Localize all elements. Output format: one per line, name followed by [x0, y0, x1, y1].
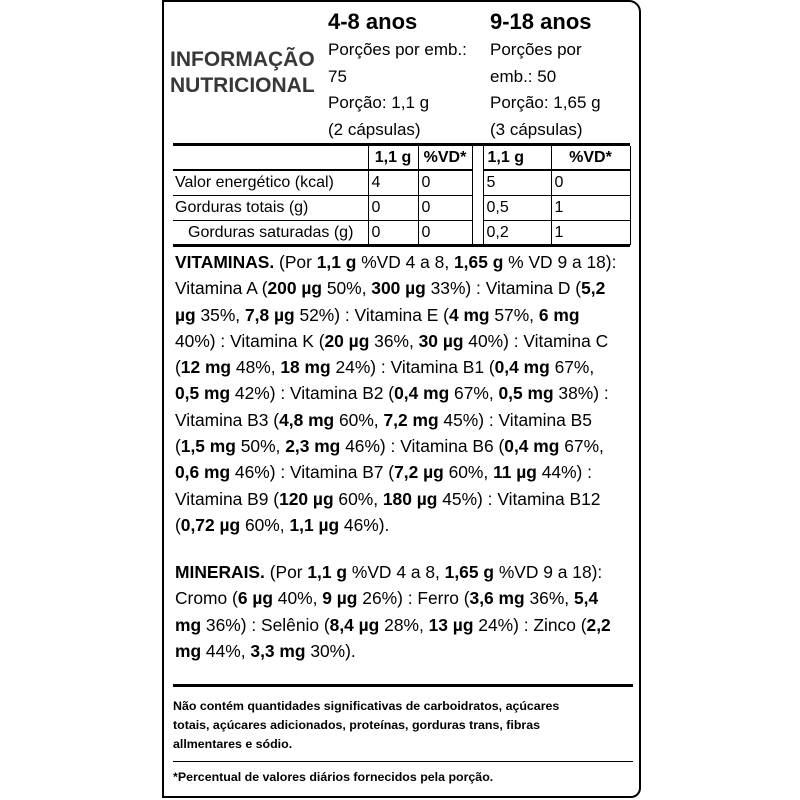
row-label: Gorduras saturadas (g) [188, 224, 354, 241]
value-cell: 0 [551, 170, 630, 196]
table-header-row [173, 146, 630, 170]
text-line [175, 433, 616, 459]
nutrition-table [173, 146, 631, 245]
column-header: 1,1 g [368, 146, 418, 170]
serving-line: Porções por emb.: [328, 40, 467, 59]
bold-text-segment: 1,5 mg [180, 436, 236, 457]
bold-text-segment: 30 µg [418, 330, 464, 351]
text-line [175, 512, 616, 538]
text-segment: 30%). [305, 640, 356, 661]
bold-text-segment: 1,65 g [454, 252, 504, 272]
text-line [175, 638, 611, 664]
text-segment: 60%, [443, 462, 494, 483]
column-header: %VD* [551, 146, 630, 170]
bold-text-segment: 0,4 mg [394, 383, 450, 404]
text-segment: 40%) : Vitamina C [463, 330, 609, 351]
notes-divider [173, 684, 633, 687]
column-header: %VD* [418, 146, 472, 170]
bold-text-segment: 0,5 mg [175, 383, 231, 404]
text-segment: 40%) : Vitamina K ( [175, 330, 325, 351]
bold-text-segment: mg [175, 614, 202, 635]
label-title-line: INFORMAÇÃO [170, 48, 315, 71]
bold-text-segment: VITAMINAS. [175, 252, 275, 272]
value-cell: 1 [551, 221, 630, 246]
bold-text-segment: 200 µg [267, 278, 322, 299]
value-cell: 5 [483, 170, 551, 196]
bold-text-segment: 0,72 µg [180, 514, 241, 535]
bold-text-segment: 6 mg [538, 304, 580, 325]
text-segment: 60%, [334, 409, 384, 430]
table-gap [472, 221, 483, 246]
table-row [173, 170, 630, 196]
bold-text-segment: MINERAIS. [175, 562, 265, 582]
bold-text-segment: 300 µg [371, 278, 426, 299]
text-segment: %VD 9 a 18): [493, 562, 603, 582]
text-line [175, 380, 616, 406]
bold-text-segment: 20 µg [324, 330, 370, 351]
table-gap [472, 170, 483, 196]
serving-line: Porções por [490, 40, 582, 59]
text-segment: % VD 9 a 18): [503, 252, 617, 272]
text-line [175, 275, 616, 301]
text-segment: 36%, [524, 588, 574, 609]
text-segment: 46%). [339, 514, 390, 535]
text-segment: 52%) : Vitamina E ( [294, 304, 449, 325]
text-segment: 44%) : [536, 462, 593, 483]
text-segment: 24%) : Zinco ( [473, 614, 587, 635]
serving-info [490, 37, 601, 144]
bold-text-segment: 0,5 mg [498, 383, 554, 404]
bold-text-segment: mg [175, 640, 202, 661]
bold-text-segment: 2,3 mg [285, 436, 341, 457]
bold-text-segment: 7,8 µg [244, 304, 295, 325]
text-line [175, 585, 611, 611]
text-segment: 67%, [549, 357, 595, 378]
value-cell: 0 [418, 170, 472, 196]
value-cell: 0,5 [483, 196, 551, 221]
serving-line: (2 cápsulas) [328, 120, 421, 140]
bold-text-segment: 120 µg [279, 488, 334, 509]
disclaimer-line: totais, açúcares adicionados, proteínas, gorduras trans, fibras [173, 718, 541, 732]
text-line [175, 328, 616, 354]
text-segment: 33%) : Vitamina D ( [425, 278, 582, 299]
bold-text-segment: 11 µg [493, 462, 537, 483]
bold-text-segment: 7,2 mg [383, 409, 439, 430]
text-segment: Vitamina B3 ( [175, 409, 280, 430]
age-group-heading: 9-18 anos [490, 9, 592, 34]
bold-text-segment: 1,1 µg [289, 514, 340, 535]
footnote: *Percentual de valores diários fornecidos pela porção. [173, 770, 494, 784]
bold-text-segment: 9 µg [322, 588, 358, 609]
bold-text-segment: 7,2 µg [394, 462, 444, 483]
disclaimer-line: allmentares e sódio. [173, 737, 293, 751]
disclaimer-line: Não contém quantidades significativas de carboidratos, açúcares [173, 699, 560, 713]
table-gap [472, 196, 483, 221]
bold-text-segment: 8,4 µg [329, 614, 380, 635]
text-line [175, 249, 616, 275]
text-segment: Cromo ( [175, 588, 238, 609]
text-segment: 35%, [195, 304, 245, 325]
serving-info [328, 37, 467, 144]
bold-text-segment: 3,3 mg [250, 640, 306, 661]
bold-text-segment: 1,1 g [316, 252, 357, 272]
bold-text-segment: 4,8 mg [279, 409, 335, 430]
bold-text-segment: 18 mg [280, 357, 331, 378]
text-segment: ( [175, 514, 181, 535]
text-line [175, 612, 611, 638]
footnote-divider [173, 761, 633, 762]
value-cell: 0 [418, 221, 472, 246]
bold-text-segment: 1,65 g [444, 562, 494, 582]
text-segment: 38%) : [553, 383, 609, 404]
row-label: Valor energético (kcal) [173, 170, 368, 196]
text-line [175, 459, 616, 485]
value-cell: 0 [368, 221, 418, 246]
text-line [175, 559, 611, 585]
text-segment: 46%) : Vitamina B6 ( [340, 436, 505, 457]
value-cell: 0 [418, 196, 472, 221]
bold-text-segment: 2,2 [586, 614, 611, 635]
text-segment: Vitamina A ( [175, 278, 268, 299]
value-cell: 1 [551, 196, 630, 221]
text-segment: 26%) : Ferro ( [357, 588, 470, 609]
label-title [170, 47, 315, 99]
text-line [175, 407, 616, 433]
text-segment: 36%) : Selênio ( [201, 614, 330, 635]
text-segment: %VD 4 a 8, [347, 562, 445, 582]
column-header: 1,1 g [483, 146, 551, 170]
text-segment: 50%, [235, 436, 286, 457]
text-segment: 48%, [231, 357, 281, 378]
bold-text-segment: µg [175, 304, 196, 325]
text-segment: 57%, [489, 304, 539, 325]
text-line [175, 354, 616, 380]
table-bottom-divider [173, 244, 630, 247]
text-segment: 60%, [333, 488, 383, 509]
value-cell: 4 [368, 170, 418, 196]
text-segment: 67%, [449, 383, 499, 404]
serving-line: emb.: 50 [490, 66, 557, 86]
text-line [175, 302, 616, 328]
text-segment: 45%) : Vitamina B5 [438, 409, 592, 430]
text-segment: 45%) : Vitamina B12 [437, 488, 601, 509]
text-segment: ( [175, 436, 181, 457]
text-segment: 42%) : Vitamina B2 ( [230, 383, 395, 404]
bold-text-segment: 5,2 [581, 278, 606, 299]
text-segment: 36%, [369, 330, 419, 351]
age-group-heading: 4-8 anos [328, 9, 418, 34]
bold-text-segment: 0,6 mg [175, 462, 231, 483]
disclaimer [173, 697, 559, 754]
value-cell: 0 [368, 196, 418, 221]
text-segment: %VD 4 a 8, [356, 252, 455, 272]
serving-line: Porção: 1,65 g [490, 93, 601, 113]
text-segment: (Por [274, 252, 317, 272]
text-segment: (Por [264, 562, 308, 582]
text-segment: 60%, [240, 514, 290, 535]
text-segment: 46%) : Vitamina B7 ( [230, 462, 395, 483]
row-label: Gorduras totais (g) [173, 196, 368, 221]
bold-text-segment: 3,6 mg [469, 588, 525, 609]
vitamins-paragraph [175, 249, 616, 538]
bold-text-segment: 0,4 mg [504, 436, 560, 457]
table-row [173, 196, 630, 221]
serving-line: Porção: 1,1 g [328, 93, 430, 113]
text-segment: Vitamina B9 ( [175, 488, 280, 509]
serving-line: 75 [328, 66, 347, 86]
minerals-paragraph [175, 559, 611, 664]
text-line [175, 486, 616, 512]
bold-text-segment: 4 mg [448, 304, 490, 325]
serving-line: (3 cápsulas) [490, 120, 583, 140]
text-segment: 50%, [321, 278, 372, 299]
bold-text-segment: 180 µg [382, 488, 438, 509]
bold-text-segment: 13 µg [428, 614, 474, 635]
bold-text-segment: 6 µg [237, 588, 273, 609]
text-segment: 40%, [272, 588, 323, 609]
bold-text-segment: 0,4 mg [494, 357, 550, 378]
table-gap [472, 146, 483, 170]
text-segment: 24%) : Vitamina B1 ( [330, 357, 495, 378]
header-label-cell [173, 146, 368, 170]
value-cell: 0,2 [483, 221, 551, 246]
table-row [173, 221, 630, 246]
text-segment: 67%, [559, 436, 604, 457]
text-segment: ( [175, 357, 181, 378]
bold-text-segment: 1,1 g [307, 562, 348, 582]
text-segment: 44%, [201, 640, 251, 661]
label-title-line: NUTRICIONAL [170, 74, 315, 97]
text-segment: 28%, [379, 614, 429, 635]
bold-text-segment: 12 mg [180, 357, 232, 378]
bold-text-segment: 5,4 [573, 588, 599, 609]
